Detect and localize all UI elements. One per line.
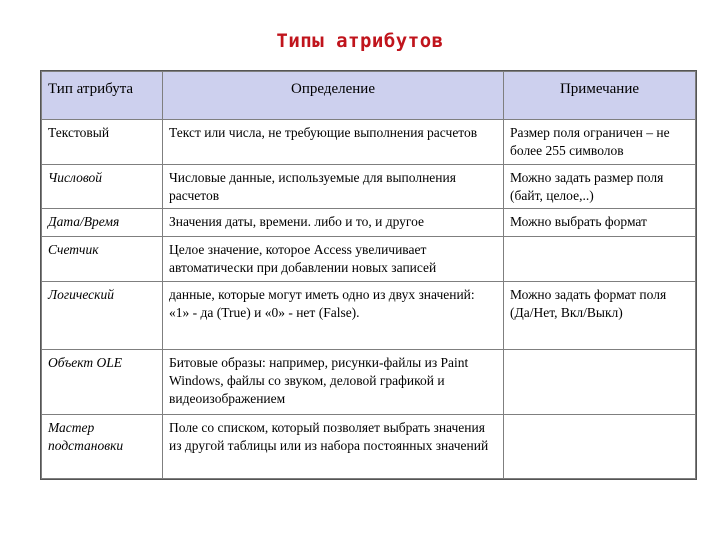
table-header [42,72,696,120]
cell-type: Текстовый [42,120,163,165]
cell-definition: Целое значение, которое Access увеличивает автоматически при добавлении новых записей [163,237,504,282]
table-row [42,237,696,282]
header-row [42,72,696,120]
cell-definition: Значения даты, времени. либо и то, и другое [163,209,504,237]
cell-type: Дата/Время [42,209,163,237]
cell-definition: данные, которые могут иметь одно из двух значений: «1» - да (True) и «0» - нет (False). [163,282,504,350]
cell-note: Можно задать формат поля (Да/Нет, Вкл/Выкл) [504,282,696,350]
cell-type: Логический [42,282,163,350]
table-row [42,350,696,415]
header-note: Примечание [504,72,696,120]
cell-type: Мастер подстановки [42,415,163,479]
cell-definition: Числовые данные, используемые для выполнения расчетов [163,165,504,209]
cell-type: Объект OLE [42,350,163,415]
cell-definition: Текст или числа, не требующие выполнения расчетов [163,120,504,165]
cell-note: Размер поля ограничен – не более 255 символов [504,120,696,165]
cell-note [504,237,696,282]
table-row [42,165,696,209]
table-row [42,415,696,479]
cell-note: Можно выбрать формат [504,209,696,237]
cell-definition: Битовые образы: например, рисунки-файлы из Paint Windows, файлы со звуком, деловой графикой и видеоизображением [163,350,504,415]
table-row [42,209,696,237]
table-body [42,120,696,479]
cell-definition: Поле со списком, который позволяет выбрать значения из другой таблицы или из набора постоянных значений [163,415,504,479]
table-row [42,282,696,350]
cell-note [504,415,696,479]
cell-note [504,350,696,415]
header-definition: Определение [163,72,504,120]
cell-note: Можно задать размер поля (байт, целое,..) [504,165,696,209]
table-row [42,120,696,165]
cell-type: Числовой [42,165,163,209]
header-type: Тип атрибута [42,72,163,120]
page-title: Типы атрибутов [276,30,444,52]
attribute-types-table [41,71,696,479]
cell-type: Счетчик [42,237,163,282]
